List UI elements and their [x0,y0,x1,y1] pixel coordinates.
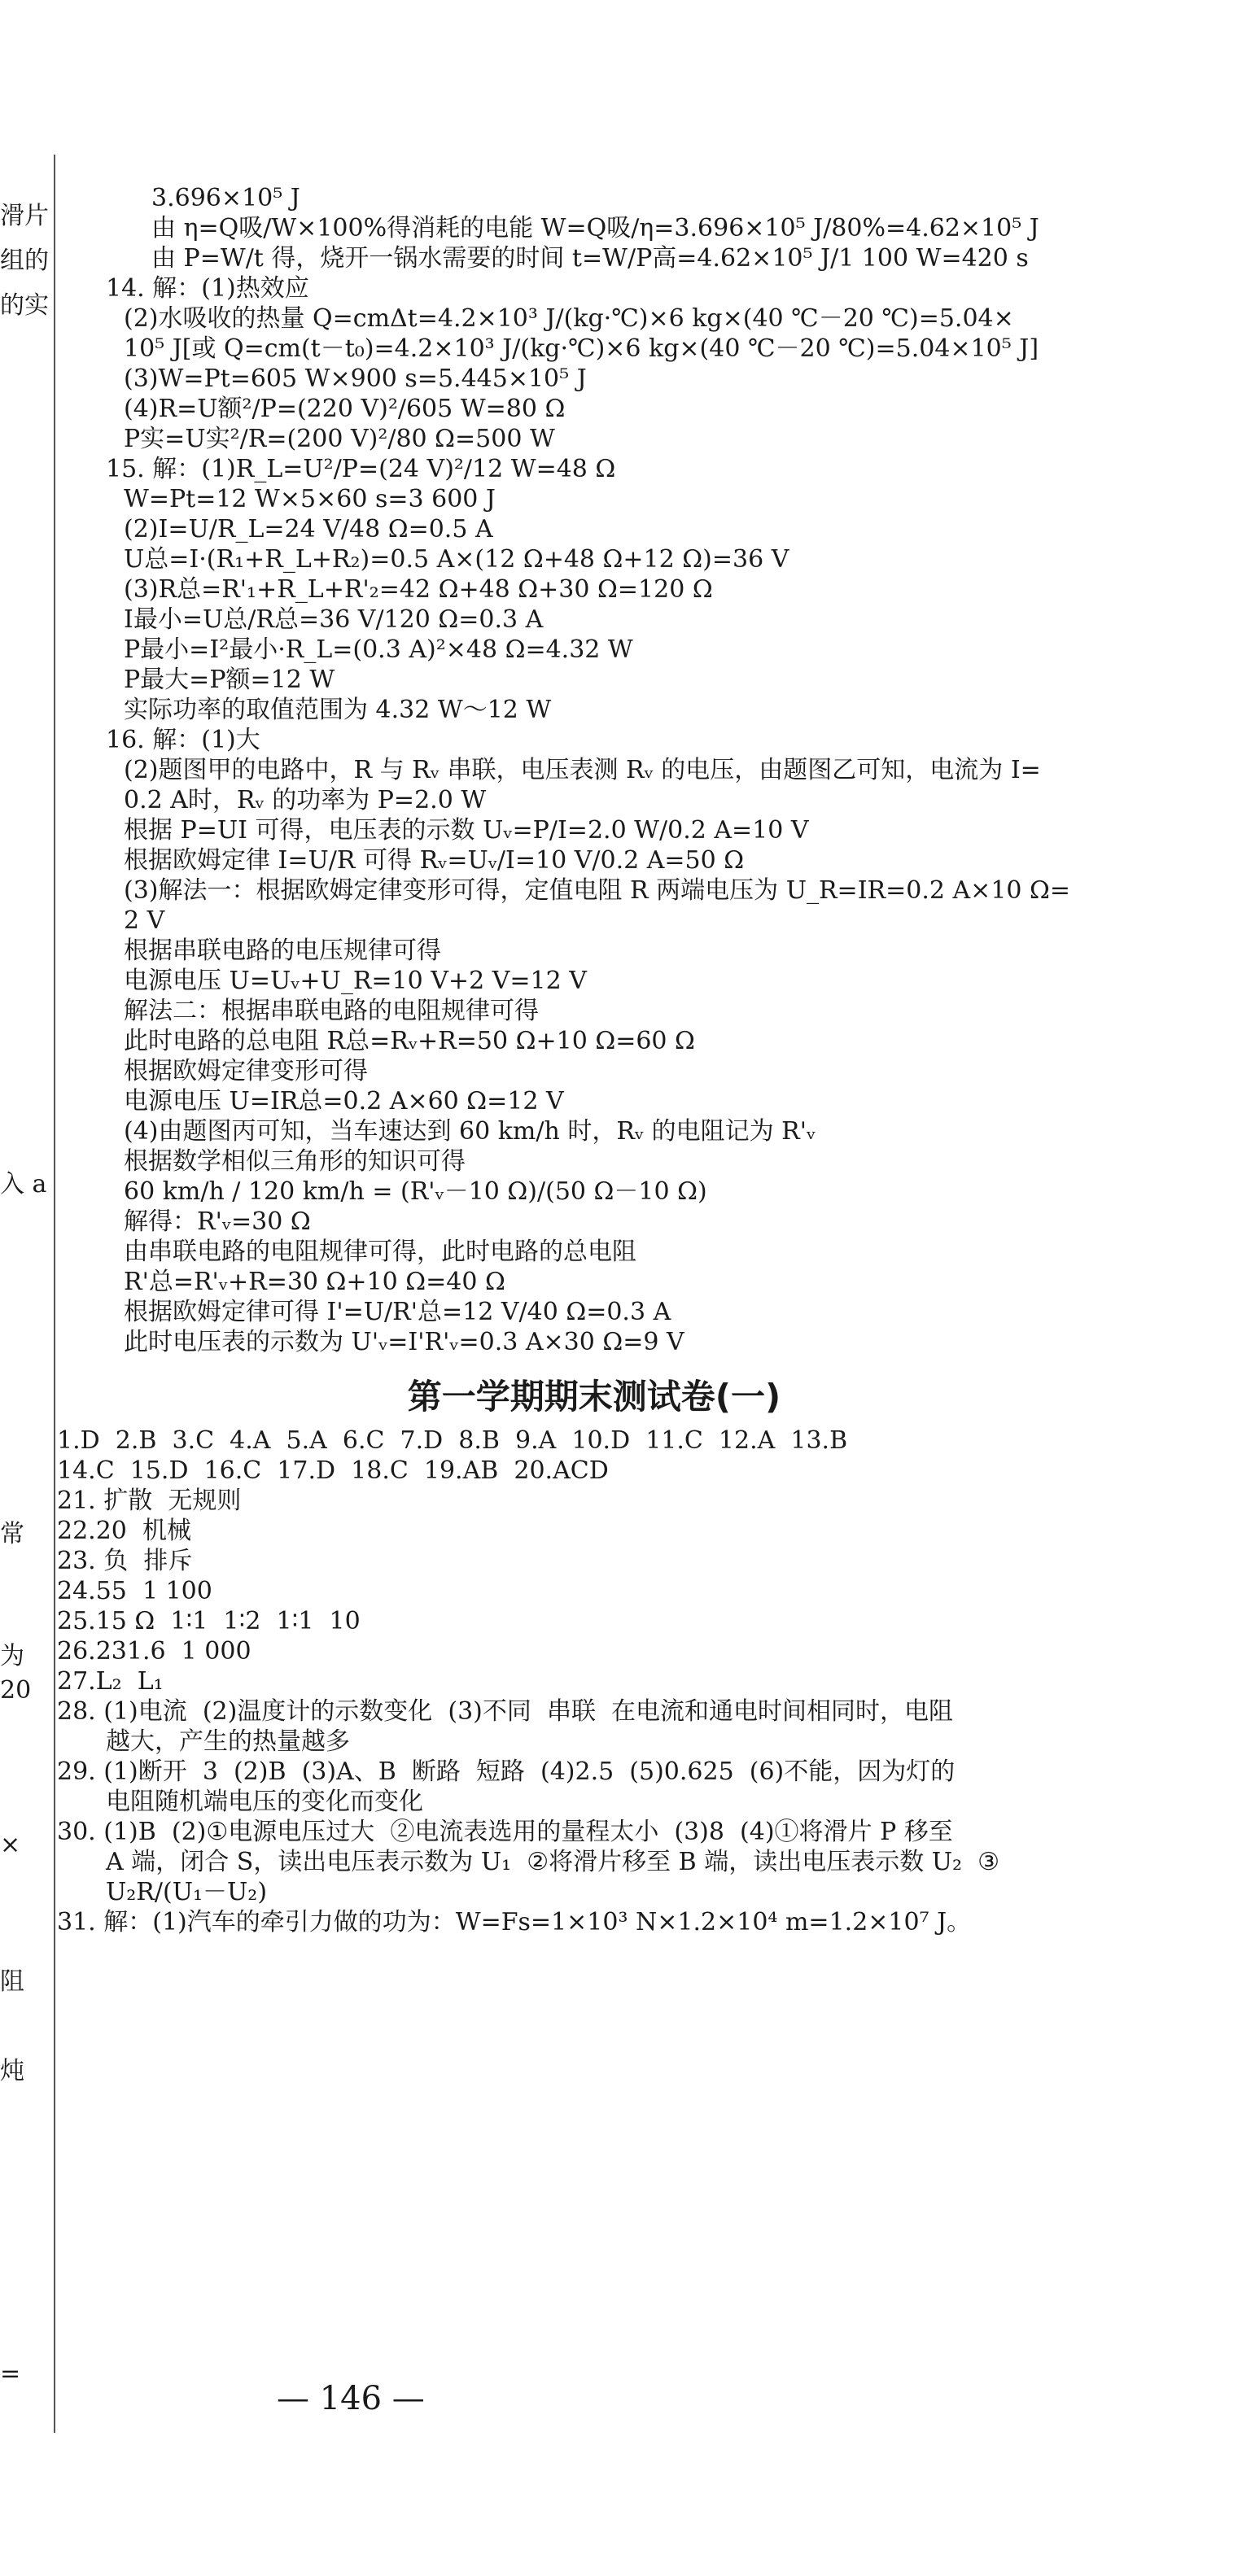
margin-text: 20 [0,1676,32,1705]
margin-text: 组的 [0,247,49,275]
solution-line: 根据欧姆定律变形可得 [124,1057,368,1085]
answer-line: 21. 扩散 无规则 [57,1487,242,1515]
solution-line: (2)水吸收的热量 Q=cmΔt=4.2×10³ J/(kg·℃)×6 kg×(40 ℃－20 ℃)=5.04× [124,304,1014,333]
solution-line: 0.2 A时，Rᵥ 的功率为 P=2.0 W [124,786,487,814]
answer-line: 23. 负 排斥 [57,1547,193,1575]
answer-line: 31. 解：(1)汽车的牵引力做的功为：W=Fs=1×10³ N×1.2×10⁴ m=1.2×10⁷ J。 [57,1908,972,1936]
margin-text: 阻 [0,1967,24,1996]
question-heading: 16. 解：(1)大 [106,726,260,754]
solution-line: (3)解法一：根据欧姆定律变形可得，定值电阻 R 两端电压为 U_R=IR=0.2 A×10 Ω= [124,876,1071,905]
solution-line: U总=I·(R₁+R_L+R₂)=0.5 A×(12 Ω+48 Ω+12 Ω)=36 V [124,545,789,574]
margin-text: 为 [0,1642,24,1670]
solution-line: I最小=U总/R总=36 V/120 Ω=0.3 A [124,605,544,634]
section-title: 第一学期期末测试卷(一) [407,1377,781,1417]
solution-line: 由 η=Q吸/W×100%得消耗的电能 W=Q吸/η=3.696×10⁵ J/80%=4.62×10⁵ J [151,214,1039,242]
margin-text: 常 [0,1520,24,1548]
question-heading: 14. 解：(1)热效应 [106,274,309,303]
answer-line: 25.15 Ω 1∶1 1∶2 1∶1 10 [57,1607,361,1635]
answer-line: 26.231.6 1 000 [57,1637,251,1666]
margin-text: 的实 [0,291,49,320]
solution-line: P最大=P额=12 W [124,666,335,694]
solution-line: 10⁵ J[或 Q=cm(t－t₀)=4.2×10³ J/(kg·℃)×6 kg×(40 ℃－20 ℃)=5.04×10⁵ J] [124,334,1039,363]
margin-text: 滑片 [0,202,49,230]
solution-line: P最小=I²最小·R_L=(0.3 A)²×48 Ω=4.32 W [124,635,633,664]
solution-line: 根据欧姆定律可得 I'=U/R'总=12 V/40 Ω=0.3 A [124,1298,671,1326]
solution-line: (4)R=U额²/P=(220 V)²/605 W=80 Ω [124,395,566,423]
solution-line: 由 P=W/t 得，烧开一锅水需要的时间 t=W/P高=4.62×10⁵ J/1 100 W=420 s [151,244,1029,273]
answer-line: 29. (1)断开 3 (2)B (3)A、B 断路 短路 (4)2.5 (5)0.625 (6)不能，因为灯的 [57,1757,956,1786]
solution-line: (4)由题图丙可知，当车速达到 60 km/h 时，Rᵥ 的电阻记为 R'ᵥ [124,1117,816,1146]
solution-line: (3)R总=R'₁+R_L+R'₂=42 Ω+48 Ω+30 Ω=120 Ω [124,575,713,604]
solution-line: 根据数学相似三角形的知识可得 [124,1147,466,1176]
solution-line: 解法二：根据串联电路的电阻规律可得 [124,997,539,1025]
answer-line: 24.55 1 100 [57,1577,212,1605]
solution-line: 电源电压 U=Uᵥ+U_R=10 V+2 V=12 V [124,967,587,995]
margin-text: = [0,2360,21,2388]
margin-text: × [0,1831,21,1859]
solution-line: 此时电路的总电阻 R总=Rᵥ+R=50 Ω+10 Ω=60 Ω [124,1027,695,1055]
margin-text: 入 a [0,1170,47,1198]
solution-line: 根据串联电路的电压规律可得 [124,937,441,965]
answer-line: 27.L₂ L₁ [57,1667,164,1696]
answer-line: 28. (1)电流 (2)温度计的示数变化 (3)不同 串联 在电流和通电时间相同时，电阻 [57,1697,954,1726]
answer-line: 14.C 15.D 16.C 17.D 18.C 19.AB 20.ACD [57,1456,609,1485]
answer-line: 30. (1)B (2)①电源电压过大 ②电流表选用的量程太小 (3)8 (4)①将滑片 P 移至 [57,1818,953,1846]
solution-line: W=Pt=12 W×5×60 s=3 600 J [124,485,496,513]
solution-line: 3.696×10⁵ J [151,184,300,212]
solution-line: 电源电压 U=IR总=0.2 A×60 Ω=12 V [124,1087,564,1116]
solution-line: 实际功率的取值范围为 4.32 W～12 W [124,696,552,724]
solution-line: P实=U实²/R=(200 V)²/80 Ω=500 W [124,425,555,453]
solution-line: (2)题图甲的电路中，R 与 Rᵥ 串联，电压表测 Rᵥ 的电压，由题图乙可知，电流为 I= [124,756,1041,784]
answer-line: 电阻随机端电压的变化而变化 [106,1788,423,1816]
answer-line: 22.20 机械 [57,1517,191,1545]
solution-line: R'总=R'ᵥ+R=30 Ω+10 Ω=40 Ω [124,1268,505,1296]
page-number: — 146 — [277,2380,425,2417]
margin-divider [54,155,55,2433]
solution-line: 根据 P=UI 可得，电压表的示数 Uᵥ=P/I=2.0 W/0.2 A=10 V [124,816,809,845]
answer-line: 越大，产生的热量越多 [106,1727,350,1756]
question-heading: 15. 解：(1)R_L=U²/P=(24 V)²/12 W=48 Ω [106,455,616,483]
solution-line: 此时电压表的示数为 U'ᵥ=I'R'ᵥ=0.3 A×30 Ω=9 V [124,1328,684,1356]
answer-line: A 端，闭合 S，读出电压表示数为 U₁ ②将滑片移至 B 端，读出电压表示数 U₂ ③ [106,1848,1000,1876]
solution-line: 根据欧姆定律 I=U/R 可得 Rᵥ=Uᵥ/I=10 V/0.2 A=50 Ω [124,846,745,875]
solution-line: 由串联电路的电阻规律可得，此时电路的总电阻 [124,1238,636,1266]
answer-line: U₂R/(U₁－U₂) [106,1878,268,1906]
answer-content [57,183,1131,1937]
solution-line: (2)I=U/R_L=24 V/48 Ω=0.5 A [124,515,493,544]
margin-text: 炖 [0,2057,24,2085]
solution-line: 解得：R'ᵥ=30 Ω [124,1207,311,1236]
solution-line: 2 V [124,906,165,935]
solution-line: 60 km/h / 120 km/h = (R'ᵥ－10 Ω)/(50 Ω－10 Ω) [124,1177,707,1206]
answer-line: 1.D 2.B 3.C 4.A 5.A 6.C 7.D 8.B 9.A 10.D 11.C 12.A 13.B [57,1426,848,1455]
solution-line: (3)W=Pt=605 W×900 s=5.445×10⁵ J [124,365,587,393]
